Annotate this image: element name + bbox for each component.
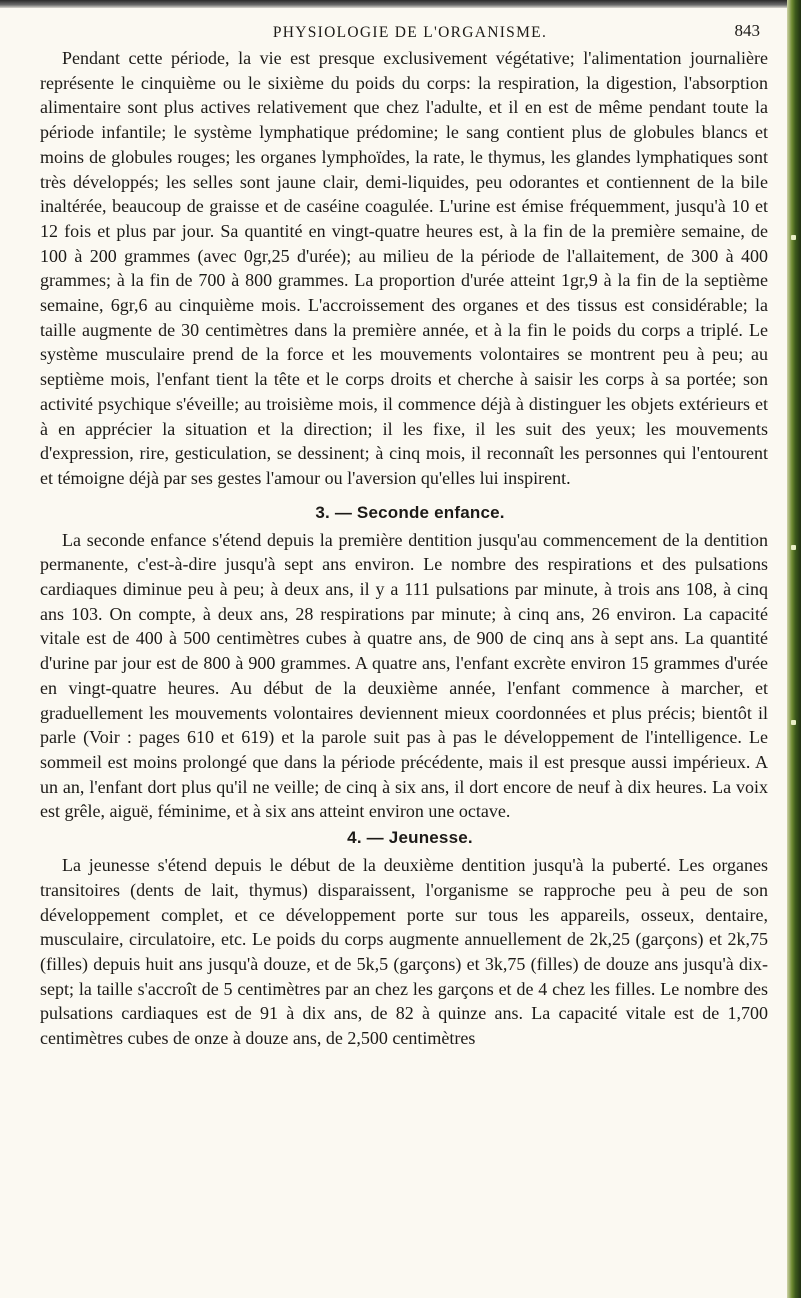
section-heading-seconde-enfance: 3. — Seconde enfance.	[315, 502, 505, 522]
book-page	[40, 14, 780, 1091]
jeunesse-paragraph: La jeunesse s'étend depuis le début de la deuxième dentition jusqu'à la puberté. Les organes transitoires (dents de lait, thymus) disparaissent, l'organisme se rapproche peu à peu de son développement complet, et ce développement porte sur tous les appareils, osseux, dentaire, musculaire, circulatoire, etc. Le poids du corps augmente annuellement de 2k,25 (garçons) et 2k,75 (filles) depuis huit ans jusqu'à douze, et de 5k,5 (garçons) et 3k,75 (filles) de douze ans jusqu'à dix-sept; la taille s'accroît de 5 centimètres par an chez les garçons et de 4 chez les filles. Le nombre des pulsations cardiaques est de 91 à dix ans, de 82 à quinze ans. La capacité vitale est de 1,700 centimètres cubes de onze à douze ans, de 2,500 centimètres	[40, 855, 768, 1049]
seconde-enfance-paragraph: La seconde enfance s'étend depuis la première dentition jusqu'au commencement de la dentition permanente, c'est-à-dire jusqu'à sept ans environ. Le nombre des respirations et des pulsations cardiaques diminue peu à peu; à deux ans, il y a 111 pulsations par minute, à trois ans 108, à cinq ans 103. On compte, à deux ans, 28 respirations par minute; à cinq ans, 26 environ. La capacité vitale est de 400 à 500 centimètres cubes à quatre ans, de 900 de cinq ans à sept ans. La quantité d'urine par jour est de 800 à 900 grammes. A quatre ans, l'enfant excrète environ 15 grammes d'urée en vingt-quatre heures. Au début de la deuxième année, l'enfant commence à marcher, et graduellement les mouvements volontaires deviennent mieux coordonnées et plus précis; bientôt il parle (Voir : pages 610 et 619) et la parole suit pas à pas le développement de l'intelligence. Le sommeil est moins prolongé que dans la période précédente, mais il est presque aussi impérieux. A un an, l'enfant dort plus qu'il ne veille; de cinq à six ans, il dort encore de neuf à dix heures. La voix est grêle, aiguë, féminime, et à six ans atteint environ une octave.	[40, 529, 768, 822]
binding-mark	[791, 235, 796, 240]
page-bottom-margin	[40, 1051, 780, 1091]
running-title: PHYSIOLOGIE DE L'ORGANISME.	[272, 24, 548, 41]
running-head	[40, 16, 780, 46]
page-top-edge	[0, 0, 801, 8]
page-number: 843	[734, 21, 760, 40]
binding-mark	[791, 720, 796, 725]
binding-mark	[791, 545, 796, 550]
intro-paragraph: Pendant cette période, la vie est presque exclusivement végétative; l'alimentation journalière représente le cinquième ou le sixième du poids du corps: la respiration, la digestion, l'absorption alimentaire sont plus actives relativement que chez l'adulte, et il en est de même pendant toute la période infantile; le système lymphatique prédomine; le sang contient plus de globules blancs et moins de globules rouges; les organes lymphoïdes, la rate, le thymus, les glandes lymphatiques sont très développés; les selles sont jaune clair, demi-liquides, peu odorantes et contiennent de la bile inaltérée, beaucoup de graisse et de caséine coagulée. L'urine est émise fréquemment, jusqu'à 10 et 12 fois et plus par jour. Sa quantité en vingt-quatre heures est, à la fin de la première semaine, de 100 à 200 grammes (avec 0gr,25 d'urée); au milieu de la période de l'allaitement, de 300 à 400 grammes; à la fin de 700 à 800 grammes. La proportion d'urée atteint 1gr,9 à la fin de la septième semaine, 6gr,6 au cinquième mois. L'accroissement des organes et des tissus est considérable; la taille augmente de 30 centimètres dans la première année, et à la fin le poids du corps a triplé. Le système musculaire prend de la force et les mouvements volontaires se montrent peu à peu; au septième mois, l'enfant tient la tête et le corps droits et cherche à saisir les corps à sa portée; son activité psychique s'éveille; au troisième mois, il commence déjà à distinguer les objets extérieurs et à en apprécier la situation et la direction; il les fixe, il les suit des yeux; les mouvements d'expression, rire, gesticulation, se dessinent; à cinq mois, il reconnaît les personnes qui l'entourent et témoigne déjà par ses gestes l'amour ou l'aversion qu'elles lui inspirent.	[40, 48, 768, 488]
section-heading-jeunesse: 4. — Jeunesse.	[347, 828, 473, 848]
binding-edge	[787, 0, 801, 1298]
